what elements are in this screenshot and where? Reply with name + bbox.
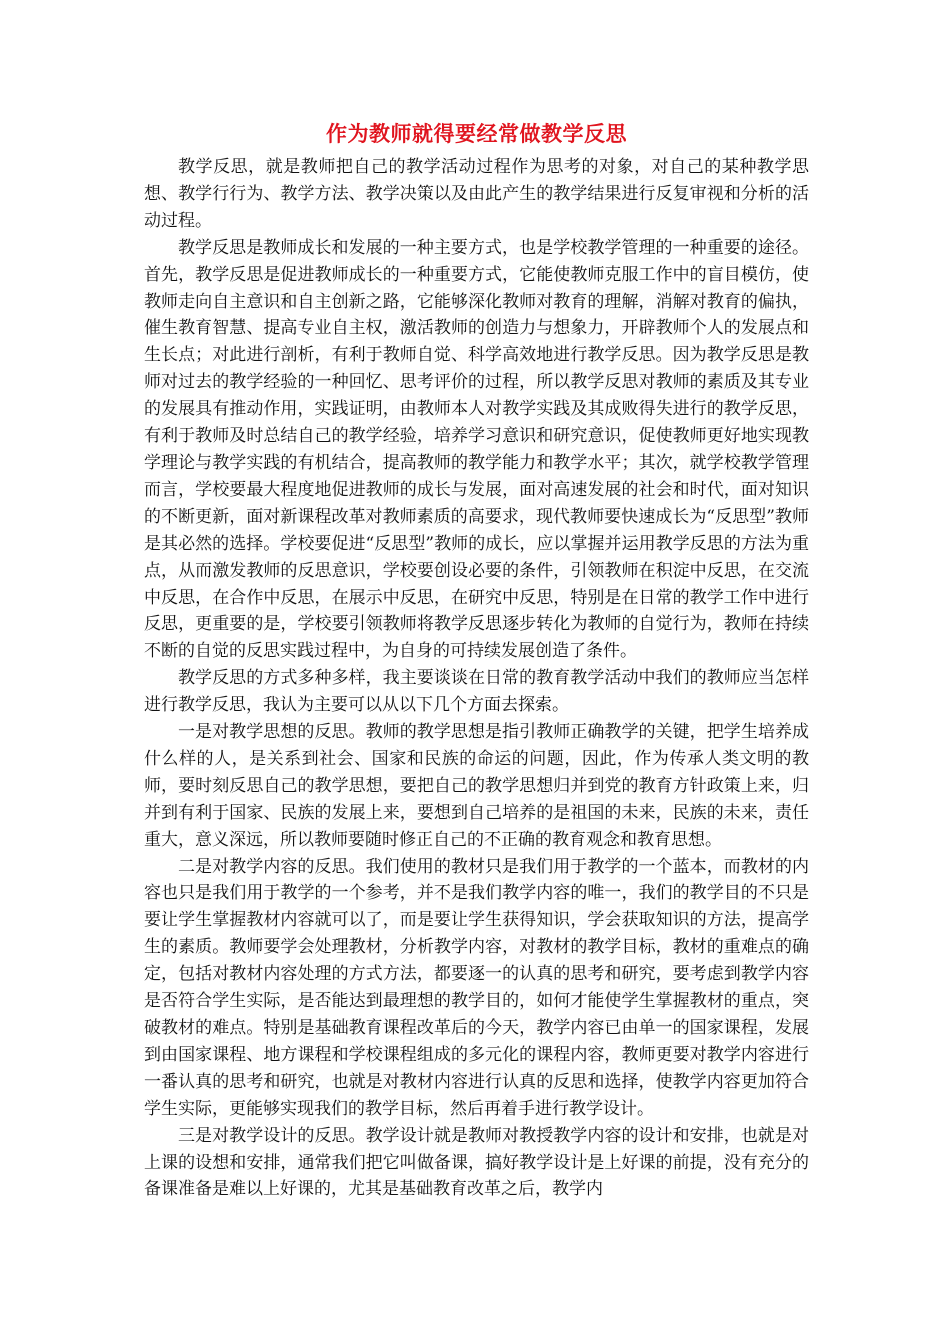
paragraph-teaching-thought: 一是对教学思想的反思。教师的教学思想是指引教师正确教学的关键，把学生培养成什么样的人，是关系到社会、国家和民族的命运的问题，因此，作为传承人类文明的教师，要时刻反思自己的教学思想，要把自己的教学思想归并到党的教育方针政策上来，归并到有利于国家、民族的发展上来，要想到自己培养的是祖国的未来，民族的未来，责任重大，意义深远，所以教师要随时修正自己的不正确的教育观念和教育思想。 bbox=[144, 722, 809, 850]
paragraph-methods-intro: 教学反思的方式多种多样，我主要谈谈在日常的教育教学活动中我们的教师应当怎样进行教学反思，我认为主要可以从以下几个方面去探索。 bbox=[144, 668, 809, 716]
paragraph-definition: 教学反思，就是教师把自己的教学活动过程作为思考的对象，对自己的某种教学思想、教学行行为、教学方法、教学决策以及由此产生的教学结果进行反复审视和分析的活动过程。 bbox=[144, 157, 809, 231]
paragraph-teaching-design: 三是对教学设计的反思。教学设计就是教师对教授教学内容的设计和安排，也就是对上课的设想和安排，通常我们把它叫做备课，搞好教学设计是上好课的前提，没有充分的备课准备是难以上好课的，尤其是基础教育改革之后，教学内 bbox=[144, 1125, 809, 1200]
paragraph-teaching-content: 二是对教学内容的反思。我们使用的教材只是我们用于教学的一个蓝本，而教材的内容也只是我们用于教学的一个参考，并不是我们教学内容的唯一，我们的教学目的不只是要让学生掌握教材内容就可以了，而是要让学生获得知识，学会获取知识的方法，提高学生的素质。教师要学会处理教材，分析教学内容，对教材的教学目标，教材的重难点的确定，包括对教材内容处理的方式方法，都要逐一的认真的思考和研究，要考虑到教学内容是否符合学生实际，是否能达到最理想的教学目的，如何才能使学生掌握教材的重点，突破教材的难点。特别是基础教育课程改革后的今天，教学内容已由单一的国家课程，发展到由国家课程、地方课程和学校课程组成的多元化的课程内容，教师更要对教学内容进行一番认真的思考和研究，也就是对教材内容进行认真的反思和选择，使教学内容更加符合学生实际，更能够实现我们的教学目标，然后再着手进行教学设计。 bbox=[144, 856, 809, 1119]
document-page bbox=[144, 118, 809, 1203]
paragraph-importance: 教学反思是教师成长和发展的一种主要方式，也是学校教学管理的一种重要的途径。首先，教学反思是促进教师成长的一种重要方式，它能使教师克服工作中的盲目模仿，使教师走向自主意识和自主创新之路，它能够深化教师对教育的理解，消解对教育的偏执，催生教育智慧、提高专业自主权，激活教师的创造力与想象力，开辟教师个人的发展点和生长点；对此进行剖析，有利于教师自觉、科学高效地进行教学反思。因为教学反思是教师对过去的教学经验的一种回忆、思考评价的过程，所以教学反思对教师的素质及其专业的发展具有推动作用，实践证明，由教师本人对教学实践及其成败得失进行的教学反思，有利于教师及时总结自己的教学经验，培养学习意识和研究意识，促使教师更好地实现教学理论与教学实践的有机结合，提高教师的教学能力和教学水平；其次，就学校教学管理而言，学校要最大程度地促进教师的成长与发展，面对高速发展的社会和时代，面对知识的不断更新，面对新课程改革对教师素质的高要求，现代教师要快速成长为“反思型”教师是其必然的选择。学校要促进“反思型”教师的成长，应以掌握并运用教学反思的方法为重点，从而激发教师的反思意识，学校要创设必要的条件，引领教师在积淀中反思，在交流中反思，在合作中反思，在展示中反思，在研究中反思，特别是在日常的教学工作中进行反思，更重要的是，学校要引领教师将教学反思逐步转化为教师的自觉行为，教师在持续不断的自觉的反思实践过程中，为自身的可持续发展创造了条件。 bbox=[144, 237, 809, 662]
document-title: 作为教师就得要经常做教学反思 bbox=[326, 122, 627, 146]
